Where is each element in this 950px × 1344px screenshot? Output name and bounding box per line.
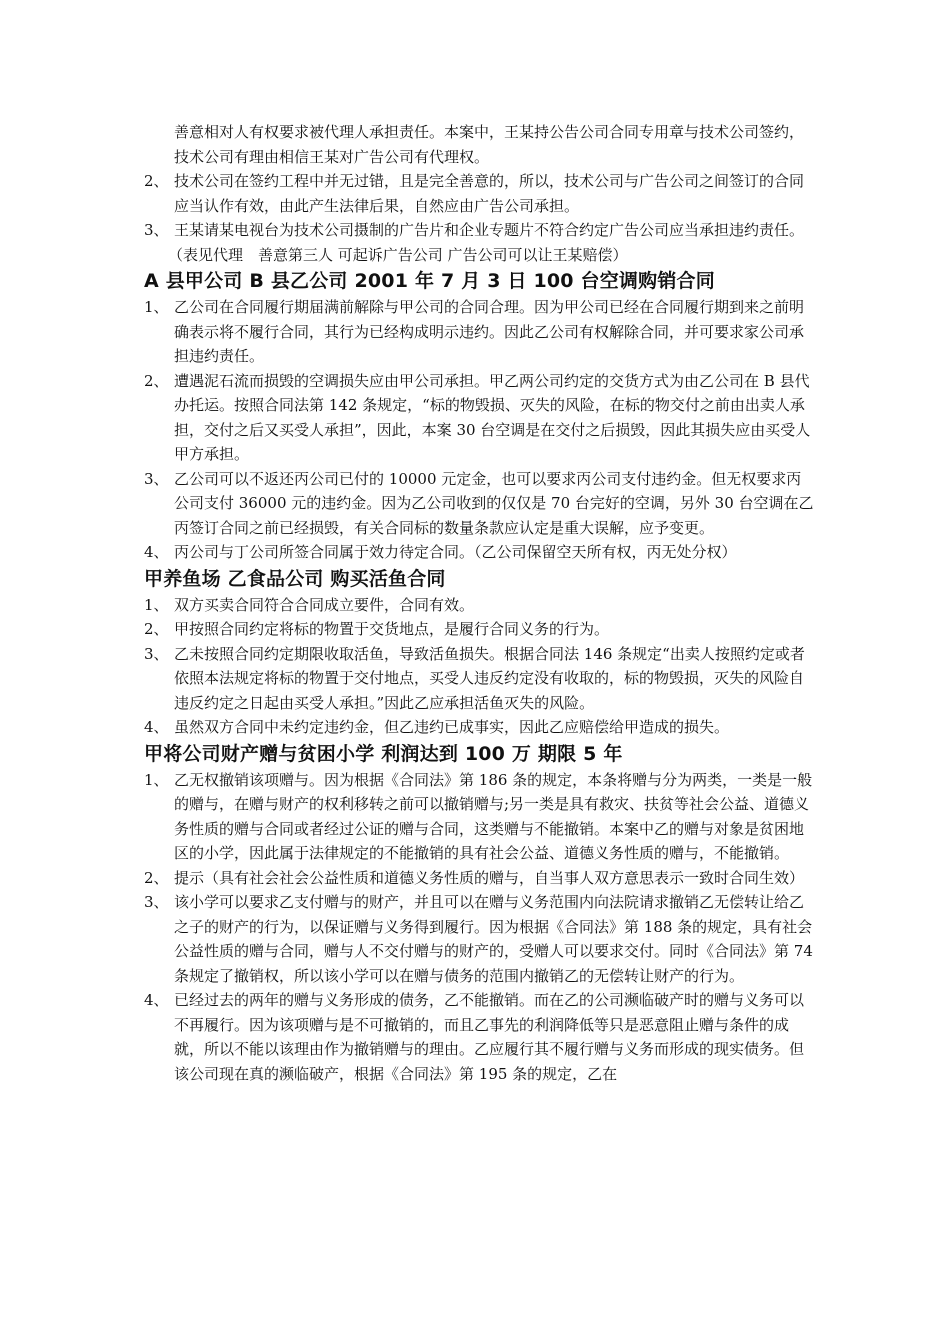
item-text: 乙无权撤销该项赠与。因为根据《合同法》第 186 条的规定，本条将赠与分为两类，一类是一般的赠与，在赠与财产的权利移转之前可以撤销赠与;另一类是具有救灾、扶贫等社会公益、道德义务性质的赠与合同或者经过公证的赠与合同，这类赠与不能撤销。本案中乙的赠与对象是贫困地区的小学，因此属于法律规定的不能撤销的具有社会公益、道德义务性质的赠与，不能撤销。: [174, 770, 813, 862]
section-heading-donation: 甲将公司财产赠与贫困小学 利润达到 100 万 期限 5 年: [144, 742, 623, 765]
item-text: 提示（具有社会社会公益性质和道德义务性质的赠与，自当事人双方意思表示一致时合同生效）: [174, 868, 805, 887]
summary-note: （表见代理 善意第三人 可起诉广告公司 广告公司可以让王某赔偿）: [168, 245, 628, 264]
list-item: [144, 218, 816, 243]
item-text: 已经过去的两年的赠与义务形成的债务，乙不能撤销。而在乙的公司濒临破产时的赠与义务可以不再履行。因为该项赠与是不可撤销的，而且乙事先的利润降低等只是恶意阻止赠与条件的成就，所以不能以该理由作为撤销赠与的理由。乙应履行其不履行赠与义务而形成的现实债务。但该公司现在真的濒临破产，根据《合同法》第 195 条的规定，乙在: [174, 991, 805, 1083]
list-item: [144, 593, 816, 618]
item-number: 2、: [144, 371, 169, 390]
list-item: [144, 369, 816, 467]
list-item: [144, 866, 816, 891]
item-text: 遭遇泥石流而损毁的空调损失应由甲公司承担。甲乙两公司约定的交货方式为由乙公司在 B 县代办托运。按照合同法第 142 条规定，“标的物毁损、灭失的风险，在标的物交付之前由出卖人承担，交付之后又买受人承担”，因此，本案 30 台空调是在交付之后损毁，因此其损失应由买受人甲方承担。: [174, 371, 811, 463]
item-number: 2、: [144, 620, 169, 638]
item-text: 乙公司在合同履行期届满前解除与甲公司的合同合理。因为甲公司已经在合同履行期到来之前明确表示将不履行合同，其行为已经构成明示违约。因此乙公司有权解除合同，并可要求家公司承担违约责任。: [174, 298, 805, 365]
item-number: 3、: [144, 221, 169, 239]
section-heading-air-conditioner: A 县甲公司 B 县乙公司 2001 年 7 月 3 日 100 台空调购销合同: [144, 270, 715, 292]
item-text: 该小学可以要求乙支付赠与的财产，并且可以在赠与义务范围内向法院请求撤销乙无偿转让给乙之子的财产的行为，以保证赠与义务得到履行。因为根据《合同法》第 188 条的规定，具有社会公益性质的赠与合同，赠与人不交付赠与的财产的，受赠人可以要求交付。同时《合同法》第 74 条规定了撤销权，所以该小学可以在赠与债务的范围内撤销乙的无偿转让财产的行为。: [174, 893, 813, 985]
item-number: 1、: [144, 298, 169, 316]
item-number: 1、: [144, 770, 169, 789]
item-number: 4、: [144, 991, 169, 1009]
list-item: [144, 169, 816, 218]
list-item: [144, 890, 816, 988]
item-text: 技术公司在签约工程中并无过错，且是完全善意的，所以，技术公司与广告公司之间签订的合同应当认作有效，由此产生法律后果，自然应由广告公司承担。: [174, 172, 805, 215]
item-text: 虽然双方合同中未约定违约金，但乙违约已成事实，因此乙应赔偿给甲造成的损失。: [174, 718, 730, 736]
item-number: 4、: [144, 543, 169, 561]
item-text: 王某请某电视台为技术公司摄制的广告片和企业专题片不符合约定广告公司应当承担违约责任。: [174, 221, 805, 239]
list-item: [144, 988, 816, 1086]
item-text: 乙公司可以不返还丙公司已付的 10000 元定金，也可以要求丙公司支付违约金。但无权要求丙公司支付 36000 元的违约金。因为乙公司收到的仅仅是 70 台完好的空调，另外 30 台空调在乙丙签订合同之前已经损毁，有关合同标的数量条款应认定是重大误解，应予变更。: [174, 469, 814, 537]
intro-continued-paragraph: 善意相对人有权要求被代理人承担责任。本案中，王某持公告公司合同专用章与技术公司签约，技术公司有理由相信王某对广告公司有代理权。: [174, 123, 805, 166]
list-item: [144, 642, 816, 716]
item-number: 3、: [144, 644, 169, 663]
list-item: [144, 467, 816, 541]
item-number: 2、: [144, 172, 169, 190]
item-number: 4、: [144, 718, 169, 736]
list-item: [144, 540, 816, 565]
document-body: [144, 120, 816, 1086]
item-text: 双方买卖合同符合合同成立要件，合同有效。: [174, 595, 475, 614]
section-heading-fish: 甲养鱼场 乙食品公司 购买活鱼合同: [144, 567, 446, 590]
item-text: 乙未按照合同约定期限收取活鱼，导致活鱼损失。根据合同法 146 条规定“出卖人按照约定或者依照本法规定将标的物置于交付地点，买受人违反约定没有收取的，标的物毁损，灭失的风险自违反约定之日起由买受人承担。”因此乙应承担活鱼灭失的风险。: [174, 644, 805, 712]
list-item: [144, 295, 816, 369]
item-text: 甲按照合同约定将标的物置于交货地点，是履行合同义务的行为。: [174, 620, 610, 638]
list-item: [144, 768, 816, 866]
item-text: 丙公司与丁公司所签合同属于效力待定合同。（乙公司保留空天所有权，丙无处分权）: [174, 543, 737, 561]
item-number: 2、: [144, 868, 169, 887]
item-number: 3、: [144, 893, 169, 911]
list-item: [144, 617, 816, 642]
item-number: 3、: [144, 469, 169, 488]
item-number: 1、: [144, 595, 169, 614]
list-item: [144, 715, 816, 740]
